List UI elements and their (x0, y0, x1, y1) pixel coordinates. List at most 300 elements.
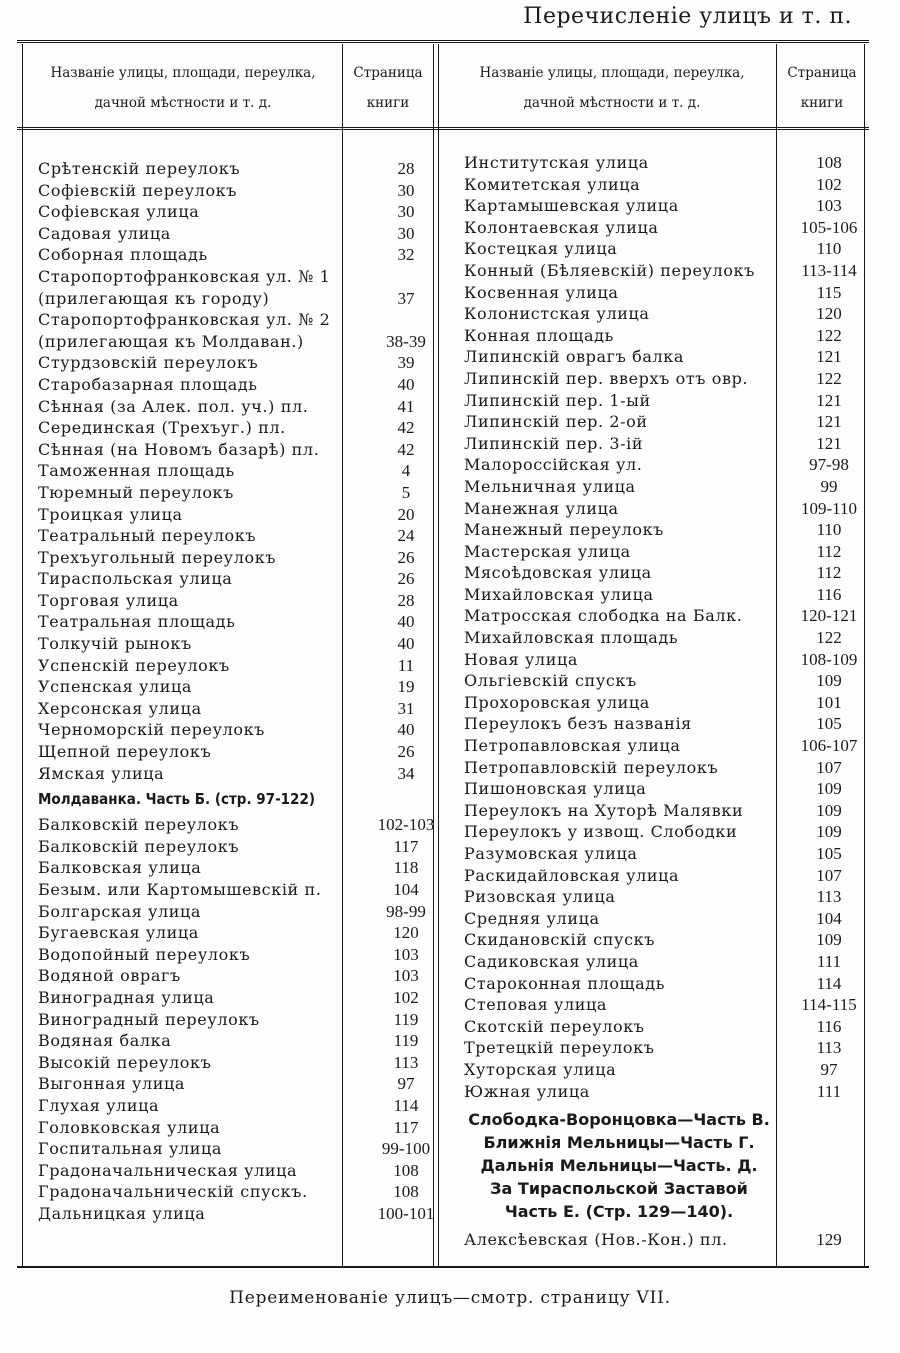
street-name: Петропавловскій переулокъ (464, 757, 719, 777)
street-name: Скидановскій спускъ (464, 930, 656, 950)
page-number: 37 (397, 288, 415, 308)
left-name-header: Названіе улицы, площади, переулка, дачной мѣстности и т. д. (50, 65, 316, 111)
street-name: Троицкая улица (38, 504, 183, 524)
right-section-heading (464, 1108, 774, 1223)
street-name: Стурдзовскій переулокъ (38, 353, 259, 373)
page-number: 108 (393, 1182, 419, 1202)
street-name: Болгарская улица (38, 901, 202, 921)
list-item (38, 439, 415, 461)
list-item (464, 303, 842, 325)
list-item (38, 504, 415, 526)
page-number: 109 (816, 822, 842, 842)
list-item (38, 482, 411, 504)
list-item (464, 476, 838, 498)
list-item (38, 396, 415, 418)
list-item (38, 741, 415, 763)
street-name: Средняя улица (464, 908, 600, 928)
street-name: Конный (Бѣляевскій) переулокъ (464, 260, 755, 280)
right-page-header: Страница книги (787, 65, 857, 111)
street-name: Хуторская улица (464, 1059, 617, 1079)
list-item (38, 180, 415, 202)
list-item (38, 901, 426, 923)
street-name: Торговая улица (38, 590, 179, 610)
left-street-list (38, 158, 426, 784)
page-number: 109 (816, 800, 842, 820)
street-name: Балковскій переулокъ (38, 815, 240, 835)
page-number: 109 (816, 671, 842, 691)
list-item (464, 390, 842, 412)
list-item (38, 309, 331, 331)
list-item (464, 562, 842, 584)
street-name: Переулокъ у извощ. Слободки (464, 822, 738, 842)
street-name: Высокій переулокъ (38, 1052, 212, 1072)
street-name: Таможенная площадь (38, 461, 235, 481)
list-item (464, 973, 842, 995)
list-item (38, 633, 415, 655)
page-number: 28 (397, 159, 415, 178)
page-number: 105 (816, 714, 842, 734)
list-item (464, 498, 858, 520)
list-item (464, 627, 842, 649)
page-number: 114 (816, 973, 842, 993)
street-name: Староконная площадь (464, 973, 666, 993)
list-item (464, 346, 842, 368)
street-name: Сѣнная (за Алек. пол. уч.) пл. (38, 396, 309, 416)
street-name: Безым. или Картомышевскій п. (38, 880, 322, 899)
page-number: 42 (397, 418, 415, 438)
page-number: 105-106 (800, 217, 858, 237)
page-number: 40 (397, 720, 415, 740)
street-name: Соборная площадь (38, 245, 208, 265)
page-number: 107 (816, 865, 842, 885)
list-item (464, 778, 842, 800)
right-street-list-slobodka (464, 1229, 842, 1251)
street-name: Манежный переулокъ (464, 520, 664, 540)
page-number: 108-109 (800, 649, 858, 669)
street-name: Конная площадь (464, 325, 614, 345)
page-number: 109 (816, 930, 842, 950)
page-number: 103 (393, 944, 419, 964)
list-item (464, 433, 842, 455)
street-name: Раскидайловская улица (464, 865, 680, 885)
left-page-header: Страница книги (353, 65, 423, 111)
list-item (464, 217, 858, 239)
list-item (464, 1059, 838, 1081)
list-item (38, 1052, 419, 1074)
list-item (464, 411, 842, 433)
street-name: Манежная улица (464, 498, 619, 518)
list-item (38, 266, 331, 288)
list-item (38, 460, 411, 482)
list-item (38, 655, 415, 677)
street-name: Переулокъ безъ названія (464, 714, 692, 734)
page-number: 112 (816, 563, 842, 583)
list-item (38, 987, 419, 1009)
street-name: Госпитальная улица (38, 1139, 223, 1159)
page-number: 34 (397, 763, 415, 783)
list-item (38, 417, 415, 439)
page-number: 105 (816, 844, 842, 863)
street-name: Ольгіевскій спускъ (464, 671, 637, 691)
page-number: 40 (397, 634, 415, 654)
street-name: Старобазарная площадь (38, 374, 258, 394)
left-street-list-moldavanka (38, 814, 435, 1224)
list-item (38, 676, 415, 698)
list-item (464, 260, 857, 282)
page-number: 121 (816, 412, 842, 432)
page-number: 24 (397, 526, 415, 546)
list-item (38, 944, 419, 966)
page-number: 110 (816, 520, 842, 540)
column-rule-outer-left (22, 44, 23, 1266)
street-name: Картамышевская улица (464, 196, 679, 216)
list-item (464, 541, 842, 563)
street-name: Херсонская улица (38, 698, 202, 718)
column-rule-right-page (776, 44, 777, 1266)
street-name: Мясоѣдовская улица (464, 563, 652, 583)
page-number: 115 (816, 282, 842, 302)
street-name: Третецкій переулокъ (464, 1038, 655, 1058)
page-number: 129 (816, 1230, 842, 1250)
street-name: Институтская улица (464, 153, 649, 172)
list-item (38, 922, 419, 944)
list-item (464, 584, 842, 606)
page-number: 111 (816, 951, 842, 971)
list-item (464, 865, 842, 887)
list-item (38, 568, 415, 590)
page-number: 110 (816, 239, 842, 259)
section-heading-line: Ближнія Мельницы—Часть Г. (483, 1133, 755, 1153)
list-item (464, 713, 842, 735)
list-item (38, 331, 426, 353)
page-number: 107 (816, 757, 842, 777)
street-name: Выгонная улица (38, 1074, 186, 1094)
street-name: Старопортофранковская ул. № 1 (38, 266, 331, 286)
list-item (38, 1117, 419, 1139)
list-item (38, 352, 415, 374)
page-number: 97 (397, 1074, 415, 1094)
list-item (464, 908, 842, 930)
page-number: 121 (816, 433, 842, 453)
list-item (38, 814, 435, 836)
page-number: 118 (393, 858, 419, 878)
street-name: Тюремный переулокъ (38, 482, 234, 502)
list-item (464, 735, 858, 757)
street-name: Матросская слободка на Балк. (464, 606, 743, 626)
page-number: 122 (816, 325, 842, 345)
street-name: Трехъугольный переулокъ (38, 547, 277, 567)
list-item (464, 951, 842, 973)
list-item (38, 1030, 419, 1052)
list-item (38, 374, 415, 396)
page-number: 108 (393, 1160, 419, 1180)
list-item (464, 800, 842, 822)
list-item (38, 244, 415, 266)
street-name: Толкучій рынокъ (38, 634, 192, 654)
list-item (464, 152, 842, 174)
list-item (38, 525, 415, 547)
list-item (464, 1229, 842, 1251)
page-number: 114-115 (801, 995, 857, 1015)
street-name: Липинскій пер. 3-ій (464, 433, 644, 453)
street-name: (прилегающая къ Молдаван.) (38, 331, 304, 351)
street-name: Косвенная улица (464, 282, 619, 302)
street-name: Сѣнная (на Новомъ базарѣ) пл. (38, 439, 320, 459)
street-name: Софіевскій переулокъ (38, 180, 238, 200)
page-number: 4 (401, 461, 411, 481)
street-name: Балковскій переулокъ (38, 836, 240, 856)
page-number: 100-101 (377, 1203, 435, 1223)
page-number: 41 (397, 396, 415, 416)
street-name: Глухая улица (38, 1095, 160, 1115)
footer-note: Переименованіе улицъ—смотр. страницу VII. (229, 1288, 671, 1308)
street-name: Липинскій оврагъ балка (464, 347, 684, 367)
page-number: 101 (816, 692, 842, 712)
street-name: Водяная балка (38, 1031, 172, 1051)
page-number: 117 (393, 1117, 419, 1137)
page-number: 112 (816, 541, 842, 561)
running-head: Перечисленіе улицъ и т. п. (523, 4, 852, 29)
page-number: 26 (397, 569, 415, 589)
page-number: 5 (401, 482, 411, 502)
list-item (464, 886, 842, 908)
page-number: 32 (397, 245, 415, 265)
list-item (38, 1095, 419, 1117)
street-name: Ямская улица (38, 763, 165, 783)
page-number: 38-39 (386, 331, 426, 351)
street-name: Театральная площадь (38, 612, 236, 632)
page-number: 99 (820, 476, 838, 496)
list-item (464, 994, 857, 1016)
page-number: 97-98 (809, 455, 849, 475)
list-item (38, 590, 415, 612)
street-name: Комитетская улица (464, 174, 641, 194)
right-street-list (464, 152, 858, 1102)
page-number: 99-100 (381, 1139, 431, 1159)
street-name: Дальницкая улица (38, 1203, 206, 1223)
page-number: 28 (397, 590, 415, 610)
page-number: 102 (393, 987, 419, 1007)
list-item (464, 519, 842, 541)
street-name: Софіевская улица (38, 202, 200, 222)
right-column (464, 152, 858, 1251)
section-heading-line: Слободка-Воронцовка—Часть В. (468, 1110, 770, 1130)
page-number: 108 (816, 153, 842, 172)
list-item (38, 1009, 419, 1031)
street-name: (прилегающая къ городу) (38, 288, 270, 308)
page-number: 30 (397, 223, 415, 243)
page-number: 104 (816, 908, 842, 928)
page-number: 116 (816, 1016, 842, 1036)
list-item (38, 836, 419, 858)
page-number: 113 (393, 1052, 419, 1072)
page-number: 120 (816, 304, 842, 324)
street-name: Садовая улица (38, 223, 171, 243)
page-number: 11 (397, 655, 415, 675)
street-name: Малороссійская ул. (464, 455, 643, 475)
street-name: Петропавловская улица (464, 736, 681, 756)
street-name: Переулокъ на Хуторѣ Малявки (464, 800, 744, 820)
list-item (38, 1160, 419, 1182)
left-section-heading: Молдаванка. Часть Б. (стр. 97-122) (38, 790, 316, 809)
list-item (464, 325, 842, 347)
page-number: 102-103 (377, 815, 435, 835)
page-number: 103 (393, 966, 419, 986)
page-number: 103 (816, 196, 842, 216)
street-name: Балковская улица (38, 858, 202, 878)
list-item (38, 1203, 435, 1225)
list-item (38, 1138, 431, 1160)
right-name-header: Названіе улицы, площади, переулка, дачной мѣстности и т. д. (479, 65, 745, 111)
street-name: Мастерская улица (464, 541, 631, 561)
street-name: Серединская (Трехъуг.) пл. (38, 418, 286, 438)
list-item (38, 719, 415, 741)
page-number: 30 (397, 180, 415, 200)
street-name: Михайловская площадь (464, 628, 679, 648)
street-name: Тираспольская улица (38, 569, 233, 589)
page-number: 26 (397, 547, 415, 567)
list-item (464, 757, 842, 779)
page-number: 98-99 (386, 901, 426, 921)
page-number: 120-121 (800, 606, 858, 626)
street-name: Пишоновская улица (464, 779, 647, 799)
list-item (38, 201, 415, 223)
list-item (464, 1037, 842, 1059)
street-name: Степовая улица (464, 995, 608, 1015)
section-heading-line: За Тираспольской Заставой (490, 1179, 748, 1199)
street-name: Успенскій переулокъ (38, 655, 230, 675)
page-number: 20 (397, 504, 415, 524)
left-column (38, 158, 435, 1225)
page-number: 30 (397, 202, 415, 222)
page-number: 106-107 (800, 736, 858, 756)
list-item (38, 698, 415, 720)
street-name: Градоначальническій спускъ. (38, 1182, 308, 1202)
list-item (464, 843, 842, 865)
list-item (38, 288, 415, 310)
page-number: 119 (393, 1031, 419, 1051)
street-name: Театральный переулокъ (38, 526, 257, 546)
street-name: Бугаевская улица (38, 923, 199, 943)
page-number: 109-110 (800, 498, 858, 518)
page-number: 39 (397, 353, 415, 373)
page-number: 117 (393, 836, 419, 856)
page-number: 40 (397, 612, 415, 632)
page-number: 26 (397, 742, 415, 762)
page-number: 19 (397, 677, 415, 697)
page-number: 114 (393, 1095, 419, 1115)
list-item (464, 929, 842, 951)
street-name: Ризовская улица (464, 887, 616, 907)
list-item (38, 223, 415, 245)
page-number: 113-114 (801, 260, 857, 280)
street-name: Южная улица (464, 1081, 590, 1101)
street-name: Михайловская улица (464, 584, 654, 604)
street-name: Колонтаевская улица (464, 217, 659, 237)
list-item (38, 763, 415, 785)
street-name: Черноморскій переулокъ (38, 720, 265, 740)
page-number: 122 (816, 628, 842, 648)
list-item (464, 174, 842, 196)
street-name: Мельничная улица (464, 476, 636, 496)
street-name: Успенская улица (38, 677, 193, 697)
list-item (38, 857, 419, 879)
page-number: 113 (816, 1038, 842, 1058)
street-name: Липинскій пер. 1-ый (464, 390, 651, 410)
list-item (38, 611, 415, 633)
street-name: Липинскій пер. 2-ой (464, 412, 648, 432)
list-item (464, 649, 858, 671)
page-number: 104 (393, 880, 419, 899)
street-name: Колонистская улица (464, 304, 650, 324)
page-number: 97 (820, 1059, 838, 1079)
list-item (464, 1081, 842, 1103)
list-item (464, 195, 842, 217)
page-number: 40 (397, 374, 415, 394)
page-number: 42 (397, 439, 415, 459)
street-name: Водопойный переулокъ (38, 944, 251, 964)
list-item (464, 605, 858, 627)
list-item (464, 1016, 842, 1038)
list-item (38, 158, 415, 180)
bottom-rule (17, 1266, 869, 1268)
list-item (38, 965, 419, 987)
street-name: Липинскій пер. вверхъ отъ овр. (464, 368, 749, 388)
list-item (464, 368, 842, 390)
street-name: Алексѣевская (Нов.-Кон.) пл. (464, 1230, 728, 1250)
list-item (464, 454, 849, 476)
page-number: 102 (816, 174, 842, 194)
list-item (464, 692, 842, 714)
street-name: Новая улица (464, 649, 578, 669)
list-item (464, 238, 842, 260)
header-rule (17, 127, 869, 130)
street-name: Водяной оврагъ (38, 966, 181, 986)
street-name: Виноградная улица (38, 987, 215, 1007)
street-name: Разумовская улица (464, 844, 638, 863)
street-name: Костецкая улица (464, 239, 618, 259)
street-name: Виноградный переулокъ (38, 1009, 260, 1029)
street-name: Прохоровская улица (464, 692, 650, 712)
page-number: 122 (816, 368, 842, 388)
page-number: 121 (816, 390, 842, 410)
list-item (38, 547, 415, 569)
street-name: Старопортофранковская ул. № 2 (38, 310, 331, 330)
page-number: 119 (393, 1009, 419, 1029)
page-number: 31 (397, 698, 415, 718)
list-item (38, 1073, 415, 1095)
page-number: 121 (816, 347, 842, 367)
street-name: Срѣтенскій переулокъ (38, 159, 241, 178)
street-name: Садиковская улица (464, 951, 639, 971)
street-name: Головковская улица (38, 1117, 221, 1137)
section-heading-line: Часть Е. (Стр. 129—140). (504, 1202, 734, 1222)
page-number: 111 (816, 1081, 842, 1101)
list-item (38, 1181, 419, 1203)
page-number: 109 (816, 779, 842, 799)
list-item (464, 282, 842, 304)
page-number: 120 (393, 923, 419, 943)
list-item (38, 879, 419, 901)
list-item (464, 821, 842, 843)
street-name: Скотскій переулокъ (464, 1016, 645, 1036)
section-heading-line: Дальнія Мельницы—Часть. Д. (480, 1156, 758, 1176)
page-number: 113 (816, 887, 842, 907)
list-item (464, 670, 842, 692)
page-number: 116 (816, 584, 842, 604)
street-name: Градоначальническая улица (38, 1160, 298, 1180)
street-name: Щепной переулокъ (38, 742, 212, 762)
